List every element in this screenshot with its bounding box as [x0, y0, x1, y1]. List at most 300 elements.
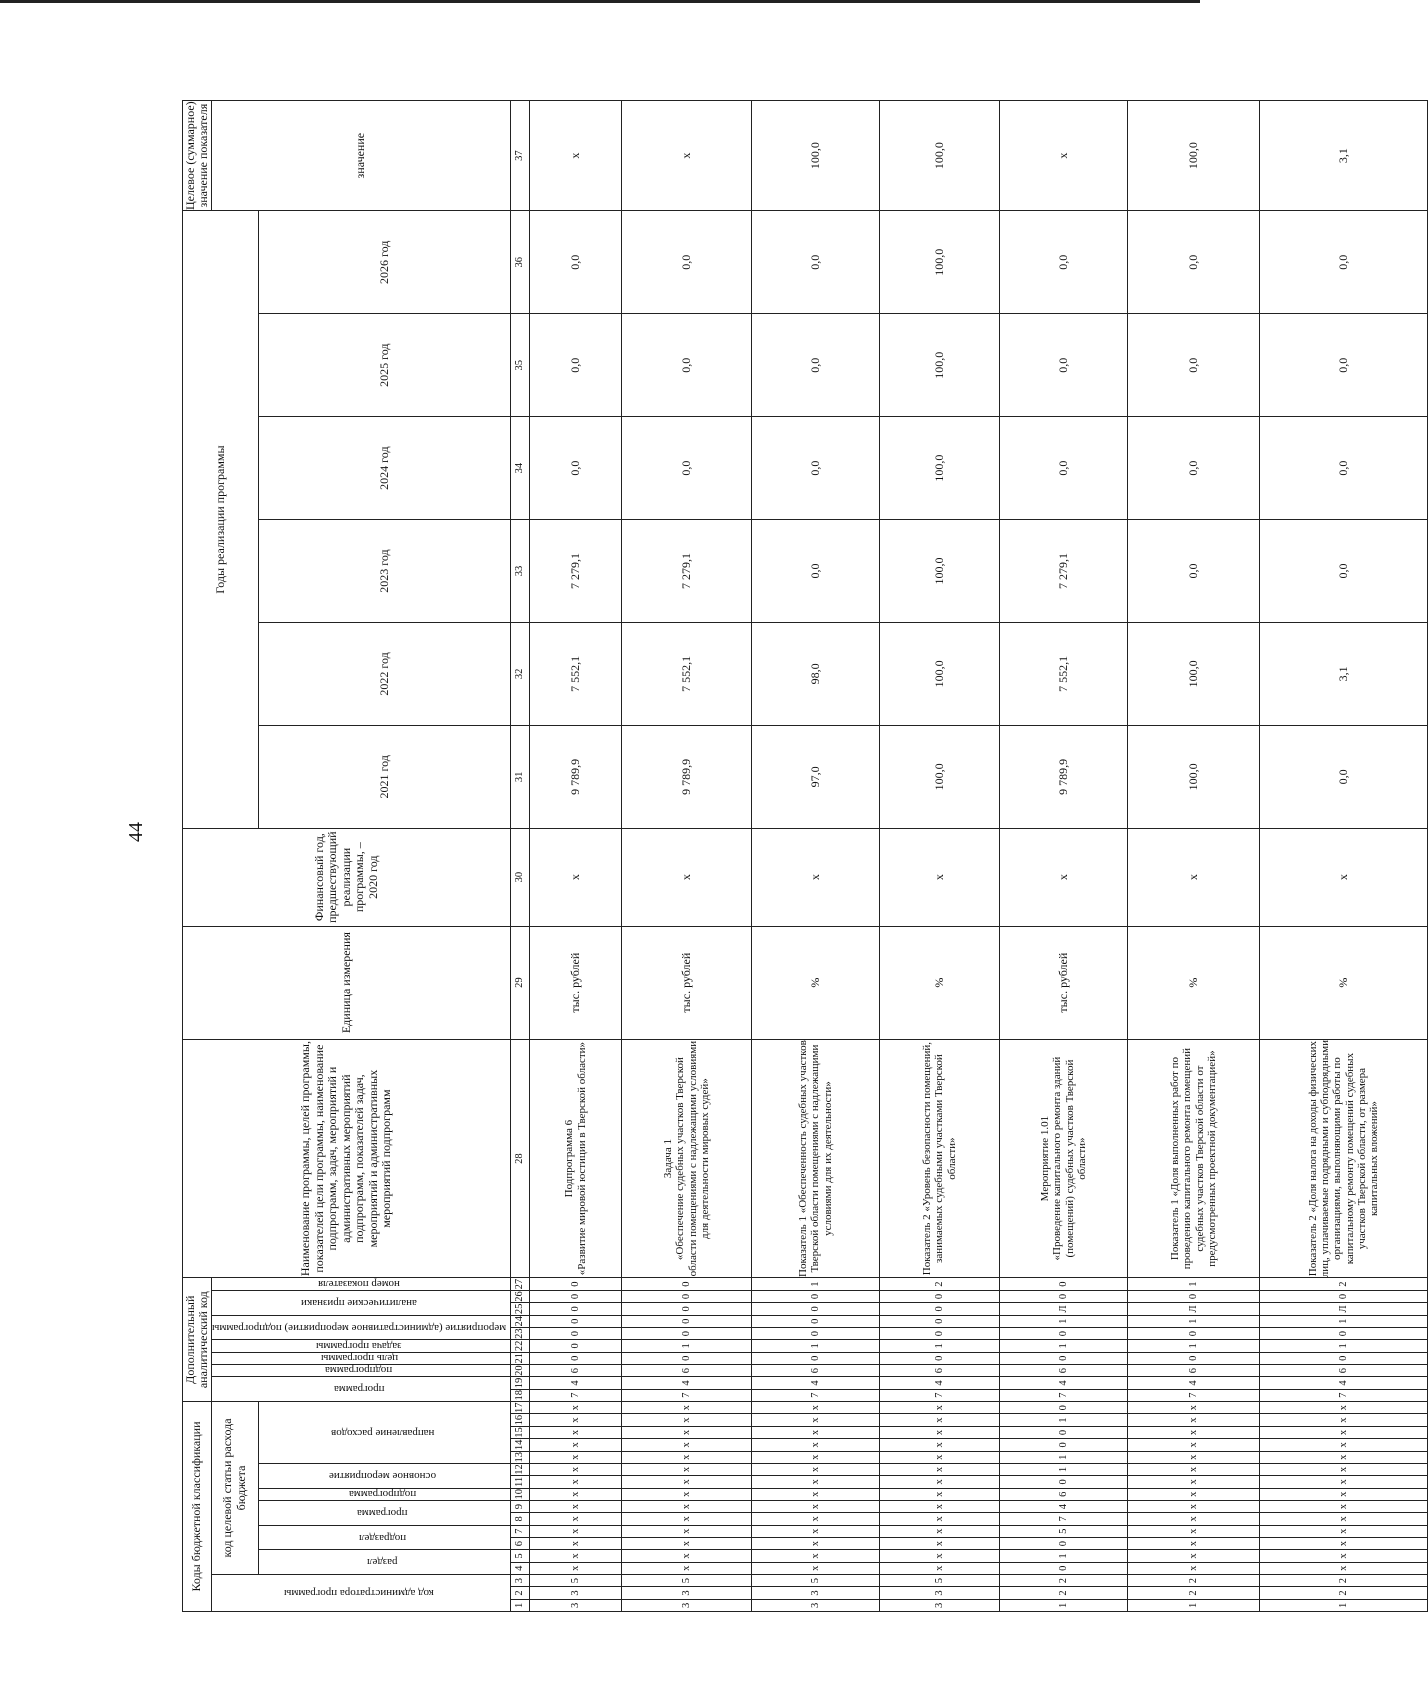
- code-cell: 7: [1128, 1389, 1260, 1401]
- row-year-value: 98,0: [752, 622, 880, 725]
- code-cell: 2: [1000, 1587, 1128, 1599]
- code-cell: 1: [752, 1340, 880, 1352]
- row-year-value: 100,0: [880, 314, 1000, 417]
- code-cell: x: [530, 1401, 622, 1414]
- code-cell: 6: [1260, 1364, 1428, 1376]
- row-year-value: 0,0: [1000, 417, 1128, 520]
- code-cell: x: [622, 1562, 752, 1574]
- code-cell: 0: [1128, 1290, 1260, 1302]
- code-cell: x: [622, 1426, 752, 1438]
- column-number: 22: [511, 1340, 530, 1352]
- column-number: 6: [511, 1537, 530, 1549]
- column-number: 32: [511, 622, 530, 725]
- header-a-analytic: аналитические признаки: [212, 1290, 511, 1315]
- row-target-value: x: [530, 101, 622, 211]
- code-cell: x: [1260, 1550, 1428, 1562]
- code-cell: 6: [1000, 1364, 1128, 1376]
- code-cell: x: [752, 1439, 880, 1451]
- code-cell: x: [752, 1488, 880, 1500]
- header-a-event: мероприятие (административное мероприятие) подпрограммы: [212, 1315, 511, 1340]
- code-cell: 1: [1128, 1340, 1260, 1352]
- code-cell: 0: [880, 1290, 1000, 1302]
- header-subprogram: подпрограмма: [258, 1488, 510, 1500]
- header-unit: Единица измерения: [183, 926, 511, 1039]
- row-target-value: 100,0: [1128, 101, 1260, 211]
- code-cell: Л: [1128, 1303, 1260, 1315]
- code-cell: x: [530, 1525, 622, 1537]
- code-cell: x: [880, 1500, 1000, 1512]
- code-cell: 7: [752, 1389, 880, 1401]
- row-year-value: 9 789,9: [530, 725, 622, 828]
- row-name: Показатель 2 «Уровень безопасности помещений, занимаемых судебными участками Тверской области»: [880, 1039, 1000, 1278]
- table-row: [1000, 101, 1128, 1612]
- code-cell: x: [622, 1513, 752, 1525]
- row-fin-year: x: [752, 828, 880, 926]
- header-subsection: подраздел: [258, 1525, 510, 1550]
- code-cell: x: [880, 1476, 1000, 1488]
- code-cell: 4: [622, 1377, 752, 1389]
- row-year-value: 7 552,1: [1000, 622, 1128, 725]
- row-year-value: 7 279,1: [530, 520, 622, 623]
- row-year-value: 7 279,1: [1000, 520, 1128, 623]
- code-cell: x: [530, 1439, 622, 1451]
- code-cell: 0: [1128, 1327, 1260, 1339]
- code-cell: 0: [1000, 1278, 1128, 1290]
- column-number: 8: [511, 1513, 530, 1525]
- header-year-2024: 2024 год: [258, 417, 510, 520]
- code-cell: x: [1260, 1488, 1428, 1500]
- row-year-value: 97,0: [752, 725, 880, 828]
- code-cell: x: [622, 1525, 752, 1537]
- code-cell: x: [1128, 1562, 1260, 1574]
- code-cell: x: [622, 1414, 752, 1426]
- row-target-value: 100,0: [752, 101, 880, 211]
- code-cell: 2: [1000, 1574, 1128, 1586]
- code-cell: x: [1128, 1426, 1260, 1438]
- code-cell: x: [622, 1476, 752, 1488]
- code-cell: 4: [530, 1377, 622, 1389]
- code-cell: 2: [1260, 1574, 1428, 1586]
- code-cell: x: [530, 1537, 622, 1549]
- row-unit: %: [880, 926, 1000, 1039]
- program-table: [182, 100, 1428, 1612]
- code-cell: 2: [1128, 1574, 1260, 1586]
- row-year-value: 0,0: [1000, 314, 1128, 417]
- code-cell: x: [530, 1476, 622, 1488]
- code-cell: 3: [622, 1599, 752, 1611]
- code-cell: 0: [880, 1352, 1000, 1364]
- row-year-value: 0,0: [530, 211, 622, 314]
- row-year-value: 0,0: [622, 417, 752, 520]
- column-number: 2: [511, 1587, 530, 1599]
- table-area: [182, 100, 1381, 1612]
- row-year-value: 0,0: [530, 417, 622, 520]
- row-year-value: 0,0: [752, 520, 880, 623]
- code-cell: x: [1260, 1562, 1428, 1574]
- header-additional-code: Дополнительный аналитический код: [183, 1278, 212, 1402]
- code-cell: 1: [1000, 1550, 1128, 1562]
- column-number: 34: [511, 417, 530, 520]
- code-cell: x: [530, 1513, 622, 1525]
- column-number: 27: [511, 1278, 530, 1290]
- row-year-value: 100,0: [880, 622, 1000, 725]
- column-number: 33: [511, 520, 530, 623]
- header-year-2022: 2022 год: [258, 622, 510, 725]
- code-cell: x: [1128, 1525, 1260, 1537]
- code-cell: 4: [1260, 1377, 1428, 1389]
- code-cell: 7: [1000, 1389, 1128, 1401]
- column-number: 21: [511, 1352, 530, 1364]
- row-year-value: 0,0: [752, 417, 880, 520]
- row-unit: %: [1260, 926, 1428, 1039]
- header-row-1: [183, 101, 212, 1612]
- code-cell: 7: [530, 1389, 622, 1401]
- code-cell: 4: [1128, 1377, 1260, 1389]
- column-number: 26: [511, 1290, 530, 1302]
- code-cell: 1: [1000, 1315, 1128, 1327]
- column-number: 13: [511, 1451, 530, 1463]
- code-cell: 0: [530, 1340, 622, 1352]
- code-cell: x: [752, 1451, 880, 1463]
- row-fin-year: x: [880, 828, 1000, 926]
- code-cell: 1: [1000, 1414, 1128, 1426]
- column-number: 14: [511, 1439, 530, 1451]
- row-year-value: 9 789,9: [1000, 725, 1128, 828]
- row-year-value: 0,0: [1260, 725, 1428, 828]
- row-fin-year: x: [530, 828, 622, 926]
- row-unit: тыс. рублей: [530, 926, 622, 1039]
- column-numbers-row: [511, 101, 530, 1612]
- code-cell: x: [880, 1525, 1000, 1537]
- code-cell: x: [880, 1550, 1000, 1562]
- code-cell: 6: [1000, 1488, 1128, 1500]
- header-main-event: основное мероприятие: [258, 1463, 510, 1488]
- code-cell: 0: [1000, 1327, 1128, 1339]
- code-cell: x: [1128, 1500, 1260, 1512]
- code-cell: x: [752, 1414, 880, 1426]
- code-cell: x: [752, 1562, 880, 1574]
- code-cell: x: [880, 1401, 1000, 1414]
- row-year-value: 0,0: [1128, 211, 1260, 314]
- row-year-value: 0,0: [622, 211, 752, 314]
- code-cell: x: [1260, 1463, 1428, 1475]
- column-number: 9: [511, 1500, 530, 1512]
- code-cell: 0: [622, 1290, 752, 1302]
- header-fin-year: Финансовый год, предшествующий реализации программы, – 2020 год: [183, 828, 511, 926]
- header-budget-codes: Коды бюджетной классификации: [183, 1401, 212, 1611]
- code-cell: x: [880, 1562, 1000, 1574]
- code-cell: 1: [1128, 1599, 1260, 1611]
- code-cell: 0: [752, 1315, 880, 1327]
- code-cell: x: [622, 1488, 752, 1500]
- code-cell: 3: [752, 1587, 880, 1599]
- code-cell: 7: [1000, 1513, 1128, 1525]
- page-number: 44: [125, 822, 147, 842]
- code-cell: 3: [880, 1587, 1000, 1599]
- code-cell: 0: [1128, 1352, 1260, 1364]
- code-cell: 0: [530, 1303, 622, 1315]
- header-a-subprogram: подпрограмма: [212, 1364, 511, 1376]
- code-cell: x: [752, 1401, 880, 1414]
- code-cell: x: [880, 1439, 1000, 1451]
- row-unit: тыс. рублей: [622, 926, 752, 1039]
- code-cell: x: [622, 1500, 752, 1512]
- code-cell: 3: [752, 1599, 880, 1611]
- column-number: 36: [511, 211, 530, 314]
- row-year-value: 0,0: [1260, 520, 1428, 623]
- code-cell: x: [1128, 1513, 1260, 1525]
- row-name: Показатель 2 «Доля налога на доходы физических лиц, уплачиваемые подрядными и субподрядными организациями, выполняющими работы по капитальному ремонту помещений судебных участков Тверской области, от размера капитальных вложений»: [1260, 1039, 1428, 1278]
- code-cell: 2: [1260, 1278, 1428, 1290]
- column-number: 31: [511, 725, 530, 828]
- code-cell: 3: [880, 1599, 1000, 1611]
- code-cell: 0: [752, 1290, 880, 1302]
- row-unit: тыс. рублей: [1000, 926, 1128, 1039]
- code-cell: 0: [530, 1352, 622, 1364]
- table-row: [880, 101, 1000, 1612]
- code-cell: x: [752, 1463, 880, 1475]
- row-year-value: 100,0: [880, 725, 1000, 828]
- code-cell: 5: [530, 1574, 622, 1586]
- header-year-2025: 2025 год: [258, 314, 510, 417]
- row-year-value: 0,0: [1128, 314, 1260, 417]
- row-target-value: 100,0: [880, 101, 1000, 211]
- code-cell: 1: [1128, 1315, 1260, 1327]
- code-cell: x: [1260, 1426, 1428, 1438]
- code-cell: 0: [622, 1278, 752, 1290]
- code-cell: x: [1128, 1463, 1260, 1475]
- code-cell: x: [1260, 1414, 1428, 1426]
- row-name: Задача 1 «Обеспечение судебных участков Тверской области помещениями с надлежащими условиями для деятельности мировых судей»: [622, 1039, 752, 1278]
- code-cell: x: [752, 1476, 880, 1488]
- code-cell: x: [530, 1451, 622, 1463]
- header-admin-code: код администратора программы: [212, 1574, 511, 1611]
- code-cell: 0: [1000, 1562, 1128, 1574]
- code-cell: 0: [752, 1327, 880, 1339]
- code-cell: 0: [530, 1315, 622, 1327]
- code-cell: 0: [622, 1303, 752, 1315]
- code-cell: 1: [752, 1278, 880, 1290]
- code-cell: 2: [1128, 1587, 1260, 1599]
- code-cell: x: [622, 1401, 752, 1414]
- column-number: 4: [511, 1562, 530, 1574]
- code-cell: x: [530, 1426, 622, 1438]
- code-cell: 5: [1000, 1525, 1128, 1537]
- table-row: [752, 101, 880, 1612]
- code-cell: x: [880, 1451, 1000, 1463]
- code-cell: x: [1260, 1537, 1428, 1549]
- column-number: 30: [511, 828, 530, 926]
- code-cell: 6: [1128, 1364, 1260, 1376]
- code-cell: 0: [1000, 1290, 1128, 1302]
- header-year-2021: 2021 год: [258, 725, 510, 828]
- table-row: [530, 101, 622, 1612]
- row-target-value: x: [622, 101, 752, 211]
- code-cell: 0: [622, 1315, 752, 1327]
- code-cell: 0: [752, 1352, 880, 1364]
- row-fin-year: x: [1000, 828, 1128, 926]
- row-year-value: 100,0: [1128, 725, 1260, 828]
- code-cell: 3: [530, 1599, 622, 1611]
- code-cell: x: [1260, 1439, 1428, 1451]
- row-name: Показатель 1 «Обеспеченность судебных участков Тверской области помещениями с надлежащими условиями для их деятельности»: [752, 1039, 880, 1278]
- code-cell: x: [1128, 1488, 1260, 1500]
- code-cell: x: [880, 1414, 1000, 1426]
- row-year-value: 7 279,1: [622, 520, 752, 623]
- code-cell: 1: [1000, 1463, 1128, 1475]
- table-row: [1260, 101, 1428, 1612]
- code-cell: 0: [1260, 1290, 1428, 1302]
- row-unit: %: [752, 926, 880, 1039]
- code-cell: x: [1128, 1439, 1260, 1451]
- row-year-value: 0,0: [1260, 314, 1428, 417]
- code-cell: 0: [880, 1315, 1000, 1327]
- code-cell: 0: [1000, 1426, 1128, 1438]
- row-year-value: 100,0: [880, 211, 1000, 314]
- code-cell: 0: [1000, 1537, 1128, 1549]
- code-cell: x: [1260, 1500, 1428, 1512]
- header-target-group: Целевое (суммарное) значение показателя: [182, 101, 210, 211]
- row-year-value: 7 552,1: [530, 622, 622, 725]
- table-row: [1128, 101, 1260, 1612]
- column-number: 7: [511, 1525, 530, 1537]
- column-number: 15: [511, 1426, 530, 1438]
- column-number: 23: [511, 1327, 530, 1339]
- code-cell: 0: [622, 1352, 752, 1364]
- code-cell: x: [1128, 1550, 1260, 1562]
- code-cell: 1: [1128, 1278, 1260, 1290]
- code-cell: 1: [1000, 1451, 1128, 1463]
- code-cell: 6: [880, 1364, 1000, 1376]
- code-cell: 5: [752, 1574, 880, 1586]
- row-year-value: 0,0: [752, 314, 880, 417]
- row-year-value: 3,1: [1260, 622, 1428, 725]
- column-number: 11: [511, 1476, 530, 1488]
- code-cell: 1: [1260, 1315, 1428, 1327]
- row-fin-year: x: [622, 828, 752, 926]
- code-cell: 1: [1260, 1599, 1428, 1611]
- table-row: [622, 101, 752, 1612]
- code-cell: 0: [530, 1278, 622, 1290]
- code-cell: x: [530, 1550, 622, 1562]
- row-year-value: 0,0: [752, 211, 880, 314]
- scan-edge: [0, 0, 1200, 3]
- code-cell: x: [622, 1537, 752, 1549]
- code-cell: x: [752, 1513, 880, 1525]
- table-body: [530, 101, 1428, 1612]
- code-cell: x: [1260, 1525, 1428, 1537]
- column-number: 16: [511, 1414, 530, 1426]
- code-cell: x: [622, 1550, 752, 1562]
- code-cell: 3: [530, 1587, 622, 1599]
- code-cell: 6: [530, 1364, 622, 1376]
- code-cell: x: [530, 1500, 622, 1512]
- code-cell: 1: [880, 1340, 1000, 1352]
- header-year-2026: 2026 год: [258, 211, 510, 314]
- code-cell: 0: [1000, 1439, 1128, 1451]
- column-number: 24: [511, 1315, 530, 1327]
- code-cell: 3: [622, 1587, 752, 1599]
- header-years-group: Годы реализации программы: [183, 211, 259, 828]
- code-cell: 1: [1260, 1340, 1428, 1352]
- code-cell: 0: [1000, 1401, 1128, 1414]
- rotated-table-container: [182, 100, 1381, 1612]
- code-cell: x: [1128, 1451, 1260, 1463]
- column-number: 17: [511, 1401, 530, 1414]
- header-a-task: задача программы: [212, 1340, 511, 1352]
- code-cell: x: [1260, 1401, 1428, 1414]
- code-cell: x: [622, 1463, 752, 1475]
- code-cell: 4: [1000, 1500, 1128, 1512]
- row-fin-year: x: [1128, 828, 1260, 926]
- row-target-value: 3,1: [1260, 101, 1428, 211]
- column-number: 18: [511, 1389, 530, 1401]
- code-cell: 0: [880, 1303, 1000, 1315]
- header-a-goal: цель программы: [212, 1352, 511, 1364]
- header-a-program: программа: [212, 1377, 511, 1402]
- code-cell: 2: [880, 1278, 1000, 1290]
- code-cell: 0: [530, 1327, 622, 1339]
- row-year-value: 7 552,1: [622, 622, 752, 725]
- header-year-2023: 2023 год: [258, 520, 510, 623]
- code-cell: x: [880, 1463, 1000, 1475]
- code-cell: x: [1260, 1451, 1428, 1463]
- row-name: Показатель 1 «Доля выполненных работ по проведению капитального ремонта помещений судебных участков Тверской области от предусмотренных проектной документацией»: [1128, 1039, 1260, 1278]
- row-year-value: 100,0: [880, 520, 1000, 623]
- code-cell: x: [880, 1513, 1000, 1525]
- column-number: 1: [511, 1599, 530, 1611]
- code-cell: 4: [1000, 1377, 1128, 1389]
- code-cell: x: [530, 1463, 622, 1475]
- row-year-value: 100,0: [880, 417, 1000, 520]
- code-cell: 2: [1260, 1587, 1428, 1599]
- code-cell: 1: [622, 1340, 752, 1352]
- code-cell: 7: [880, 1389, 1000, 1401]
- code-cell: x: [530, 1488, 622, 1500]
- code-cell: 6: [622, 1364, 752, 1376]
- code-cell: 5: [622, 1574, 752, 1586]
- code-cell: 0: [622, 1327, 752, 1339]
- column-number-row: [511, 101, 530, 1612]
- row-year-value: 0,0: [1260, 417, 1428, 520]
- code-cell: x: [1128, 1414, 1260, 1426]
- row-year-value: 0,0: [1000, 211, 1128, 314]
- header-target-value: значение: [212, 101, 511, 211]
- code-cell: Л: [1260, 1303, 1428, 1315]
- row-name: Мероприятие 1.01 «Проведение капитального ремонта зданий (помещений) судебных участков Тверской области»: [1000, 1039, 1128, 1278]
- code-cell: x: [530, 1414, 622, 1426]
- code-cell: 0: [1260, 1327, 1428, 1339]
- code-cell: 7: [1260, 1389, 1428, 1401]
- header-section: раздел: [258, 1550, 510, 1575]
- code-cell: 0: [1000, 1476, 1128, 1488]
- header-a-indicator: номер показателя: [212, 1278, 511, 1290]
- code-cell: x: [622, 1451, 752, 1463]
- code-cell: 0: [880, 1327, 1000, 1339]
- code-cell: x: [1260, 1513, 1428, 1525]
- header-program: программа: [258, 1500, 510, 1525]
- code-cell: x: [880, 1426, 1000, 1438]
- code-cell: x: [622, 1439, 752, 1451]
- row-year-value: 100,0: [1128, 622, 1260, 725]
- code-cell: 0: [530, 1290, 622, 1302]
- code-cell: x: [880, 1488, 1000, 1500]
- row-year-value: 0,0: [1128, 520, 1260, 623]
- code-cell: 4: [752, 1377, 880, 1389]
- row-name: Подпрограмма 6 «Развитие мировой юстиции в Тверской области»: [530, 1039, 622, 1278]
- row-year-value: 0,0: [530, 314, 622, 417]
- column-number: 28: [511, 1039, 530, 1278]
